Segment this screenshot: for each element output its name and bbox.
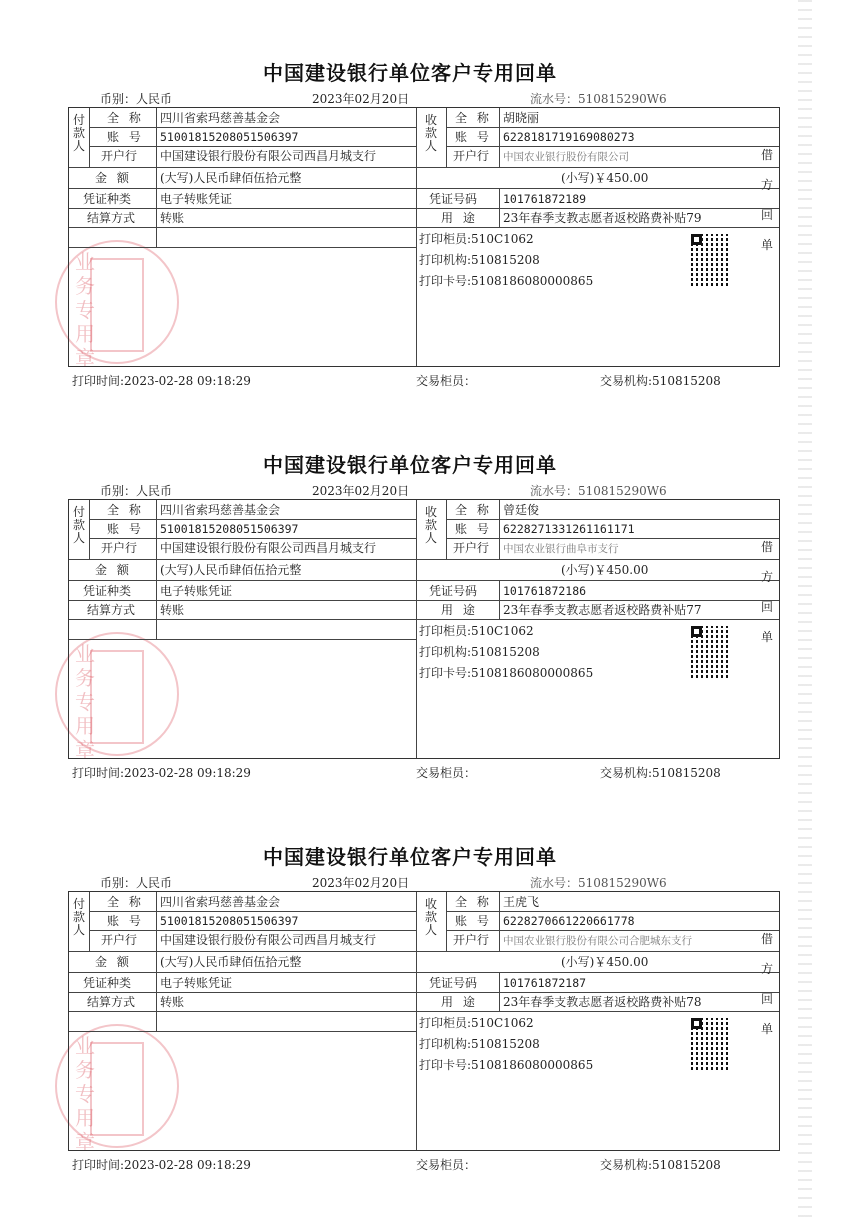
- print-teller: 打印柜员:510C1062: [419, 232, 534, 246]
- trade-organization: 交易机构:510815208: [600, 766, 721, 780]
- trade-organization: 交易机构:510815208: [600, 374, 721, 388]
- amount-words: (大写)人民币肆佰伍拾元整: [160, 955, 302, 969]
- payee-bank-label: 开户行: [453, 149, 490, 163]
- payer-name-label: 全 称: [107, 895, 144, 909]
- payee-account-label: 账 号: [455, 522, 492, 536]
- payer-name: 四川省索玛慈善基金会: [160, 503, 281, 517]
- voucher-number: 101761872189: [503, 192, 587, 206]
- voucher-number-label: 凭证号码: [429, 976, 478, 990]
- receipt-table: [68, 107, 780, 367]
- receipt-table: [68, 499, 780, 759]
- payer-account: 51001815208051506397: [160, 522, 299, 536]
- debit-receipt-side-label: 借 方 回 单: [760, 148, 773, 252]
- seal-text: 业务专用章: [75, 1034, 95, 1154]
- print-time: 打印时间:2023-02-28 09:18:29: [72, 1158, 251, 1172]
- payer-account-label: 账 号: [107, 130, 144, 144]
- debit-receipt-side-label: 借 方 回 单: [760, 932, 773, 1036]
- payer-name-label: 全 称: [107, 111, 144, 125]
- payee-name: 曾廷俊: [503, 503, 540, 517]
- payer-bank: 中国建设银行股份有限公司西昌月城支行: [160, 149, 377, 163]
- payer-label: 付款人: [72, 897, 85, 937]
- amount-label: 金 额: [95, 955, 132, 969]
- payee-name-label: 全 称: [455, 895, 492, 909]
- payee-account: 6228270661220661778: [503, 914, 635, 928]
- payer-name-label: 全 称: [107, 503, 144, 517]
- payee-bank-label: 开户行: [453, 933, 490, 947]
- trade-teller: 交易柜员：: [416, 374, 477, 388]
- payee-label: 收款人: [424, 113, 437, 153]
- receipt-title: 中国建设银行单位客户专用回单: [263, 453, 557, 477]
- settlement-method-label: 结算方式: [87, 603, 136, 617]
- voucher-type: 电子转账凭证: [160, 192, 233, 206]
- payee-name-label: 全 称: [455, 111, 492, 125]
- payee-name: 胡晓丽: [503, 111, 540, 125]
- trade-teller: 交易柜员：: [416, 766, 477, 780]
- purpose-label: 用 途: [441, 995, 478, 1009]
- payer-bank: 中国建设银行股份有限公司西昌月城支行: [160, 933, 377, 947]
- seal-text: 业务专用章: [75, 250, 95, 370]
- payee-account-label: 账 号: [455, 130, 492, 144]
- payee-bank: 中国农业银行曲阜市支行: [503, 543, 619, 555]
- receipt-table: [68, 891, 780, 1151]
- payer-bank-label: 开户行: [101, 149, 138, 163]
- purpose: 23年春季支教志愿者返校路费补贴79: [503, 211, 702, 225]
- settlement-method-label: 结算方式: [87, 995, 136, 1009]
- payer-bank-label: 开户行: [101, 541, 138, 555]
- payer-account: 51001815208051506397: [160, 130, 299, 144]
- receipt-title: 中国建设银行单位客户专用回单: [263, 61, 557, 85]
- bank-receipt: [0, 784, 860, 1174]
- voucher-type-label: 凭证种类: [83, 976, 132, 990]
- currency: 币别：人民币: [100, 92, 173, 106]
- voucher-number-label: 凭证号码: [429, 192, 478, 206]
- payee-account: 6228271331261161171: [503, 522, 635, 536]
- print-card-number: 打印卡号:5108186080000865: [419, 666, 594, 680]
- settlement-method-label: 结算方式: [87, 211, 136, 225]
- flow-number: 流水号：510815290W6: [530, 92, 667, 106]
- purpose-label: 用 途: [441, 603, 478, 617]
- purpose: 23年春季支教志愿者返校路费补贴78: [503, 995, 702, 1009]
- print-time: 打印时间:2023-02-28 09:18:29: [72, 374, 251, 388]
- trade-organization: 交易机构:510815208: [600, 1158, 721, 1172]
- seal-text: 业务专用章: [75, 642, 95, 762]
- amount-label: 金 额: [95, 563, 132, 577]
- amount-words: (大写)人民币肆佰伍拾元整: [160, 563, 302, 577]
- payee-bank: 中国农业银行股份有限公司合肥城东支行: [503, 935, 692, 947]
- transaction-date: 2023年02月20日: [312, 92, 410, 106]
- payer-name: 四川省索玛慈善基金会: [160, 895, 281, 909]
- payee-name-label: 全 称: [455, 503, 492, 517]
- settlement-method: 转账: [160, 995, 185, 1009]
- purpose: 23年春季支教志愿者返校路费补贴77: [503, 603, 702, 617]
- voucher-number: 101761872186: [503, 584, 587, 598]
- payer-account-label: 账 号: [107, 914, 144, 928]
- qr-code: [691, 1018, 731, 1070]
- payee-bank-label: 开户行: [453, 541, 490, 555]
- qr-code: [691, 234, 731, 286]
- payee-label: 收款人: [424, 505, 437, 545]
- voucher-number: 101761872187: [503, 976, 587, 990]
- settlement-method: 转账: [160, 211, 185, 225]
- voucher-number-label: 凭证号码: [429, 584, 478, 598]
- voucher-type-label: 凭证种类: [83, 584, 132, 598]
- voucher-type-label: 凭证种类: [83, 192, 132, 206]
- amount-words: (大写)人民币肆佰伍拾元整: [160, 171, 302, 185]
- bank-receipt: [0, 392, 860, 782]
- amount-label: 金 额: [95, 171, 132, 185]
- amount-figures: (小写)￥450.00: [561, 171, 649, 185]
- qr-code: [691, 626, 731, 678]
- transaction-date: 2023年02月20日: [312, 484, 410, 498]
- payer-account-label: 账 号: [107, 522, 144, 536]
- payee-label: 收款人: [424, 897, 437, 937]
- voucher-type: 电子转账凭证: [160, 976, 233, 990]
- print-teller: 打印柜员:510C1062: [419, 624, 534, 638]
- payer-name: 四川省索玛慈善基金会: [160, 111, 281, 125]
- payer-bank: 中国建设银行股份有限公司西昌月城支行: [160, 541, 377, 555]
- purpose-label: 用 途: [441, 211, 478, 225]
- currency: 币别：人民币: [100, 484, 173, 498]
- payee-bank: 中国农业银行股份有限公司: [503, 151, 629, 163]
- print-card-number: 打印卡号:5108186080000865: [419, 1058, 594, 1072]
- currency: 币别：人民币: [100, 876, 173, 890]
- bank-receipt: [0, 0, 860, 390]
- payer-bank-label: 开户行: [101, 933, 138, 947]
- payee-account: 6228181719169080273: [503, 130, 635, 144]
- payee-account-label: 账 号: [455, 914, 492, 928]
- print-card-number: 打印卡号:5108186080000865: [419, 274, 594, 288]
- flow-number: 流水号：510815290W6: [530, 876, 667, 890]
- payee-name: 王虎飞: [503, 895, 540, 909]
- voucher-type: 电子转账凭证: [160, 584, 233, 598]
- debit-receipt-side-label: 借 方 回 单: [760, 540, 773, 644]
- print-time: 打印时间:2023-02-28 09:18:29: [72, 766, 251, 780]
- trade-teller: 交易柜员：: [416, 1158, 477, 1172]
- flow-number: 流水号：510815290W6: [530, 484, 667, 498]
- amount-figures: (小写)￥450.00: [561, 955, 649, 969]
- print-teller: 打印柜员:510C1062: [419, 1016, 534, 1030]
- receipt-title: 中国建设银行单位客户专用回单: [263, 845, 557, 869]
- payer-label: 付款人: [72, 113, 85, 153]
- print-organization: 打印机构:510815208: [419, 253, 540, 267]
- print-organization: 打印机构:510815208: [419, 645, 540, 659]
- settlement-method: 转账: [160, 603, 185, 617]
- payer-account: 51001815208051506397: [160, 914, 299, 928]
- print-organization: 打印机构:510815208: [419, 1037, 540, 1051]
- transaction-date: 2023年02月20日: [312, 876, 410, 890]
- amount-figures: (小写)￥450.00: [561, 563, 649, 577]
- payer-label: 付款人: [72, 505, 85, 545]
